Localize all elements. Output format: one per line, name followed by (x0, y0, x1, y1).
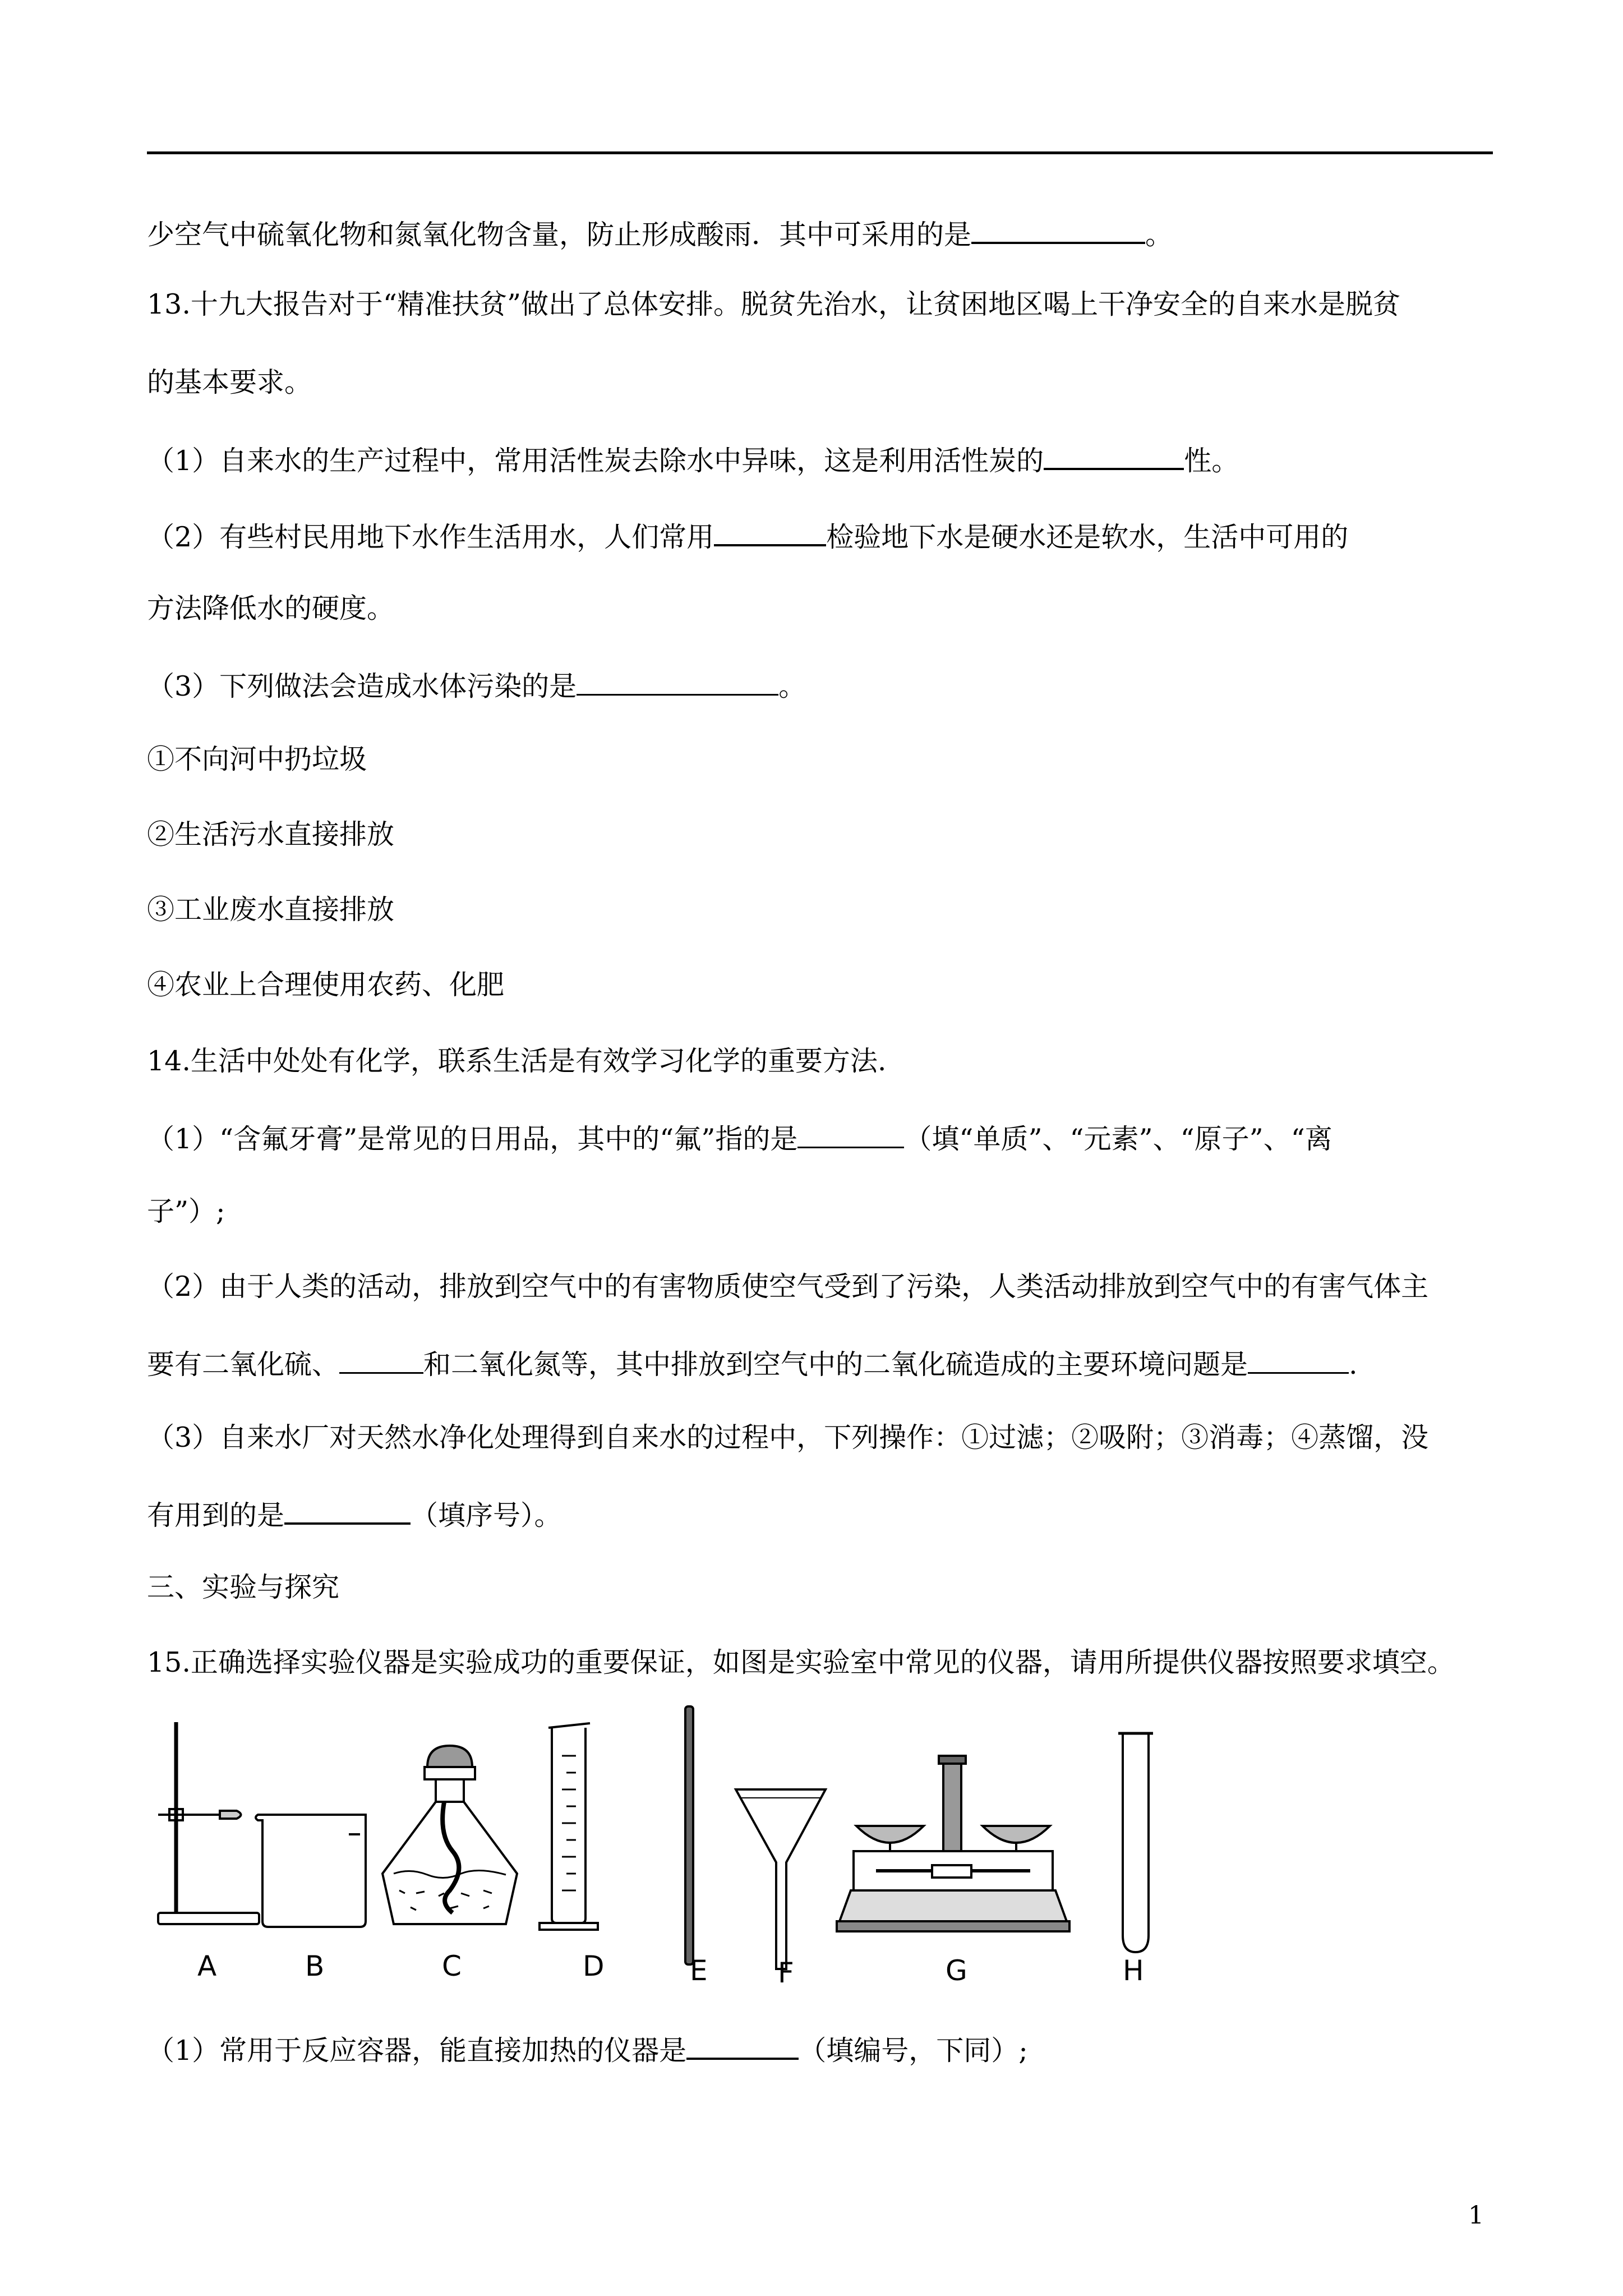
label-e: E (690, 1954, 708, 1987)
answer-blank[interactable] (1044, 441, 1184, 470)
test-tube-icon (1118, 1733, 1153, 1952)
lab-instruments-figure (147, 1700, 1190, 1997)
text-segment: （填“单质”、“元素”、“原子”、“离 (904, 1123, 1332, 1155)
text-segment: 方法降低水的硬度。 (147, 592, 395, 624)
glass-rod-icon (685, 1706, 693, 1964)
balance-icon (837, 1756, 1069, 1931)
question-15-stem (147, 1646, 1455, 1680)
question-13-stem (147, 288, 1400, 321)
label-b: B (305, 1950, 325, 1982)
text-segment: 三、实验与探究 (147, 1571, 340, 1603)
section-heading (147, 1571, 339, 1604)
text-segment: 性。 (1184, 445, 1239, 477)
alcohol-lamp-icon (382, 1746, 517, 1924)
text-line-3 (147, 366, 312, 399)
question-14-stem (147, 1045, 887, 1078)
label-f: F (778, 1957, 794, 1989)
text-segment: （填序号）。 (411, 1499, 562, 1531)
text-line-18 (147, 1496, 562, 1533)
answer-blank[interactable] (971, 215, 1145, 244)
question-14-1 (147, 1120, 1332, 1156)
text-segment: （2）由于人类的活动，排放到空气中的有害物质使空气受到了污染，人类活动排放到空气中的有害气体主 (147, 1271, 1429, 1303)
question-13-1 (147, 441, 1239, 478)
question-13-3 (147, 667, 806, 703)
text-segment: 要有二氧化硫、 (147, 1349, 340, 1381)
option-4 (147, 968, 504, 1002)
text-line-14 (147, 1195, 225, 1228)
text-segment: . (1349, 1349, 1358, 1381)
answer-blank[interactable] (714, 517, 826, 546)
question-13-2 (147, 517, 1348, 554)
option-2 (147, 818, 394, 852)
label-g: G (946, 1954, 967, 1987)
answer-blank[interactable] (339, 1345, 423, 1374)
text-segment: ①不向河中扔垃圾 (147, 743, 367, 775)
answer-blank[interactable] (797, 1120, 904, 1148)
question-14-3 (147, 1421, 1428, 1455)
instruments-drawing (147, 1700, 1190, 1997)
text-segment: 子”）; (147, 1195, 225, 1227)
header-rule (147, 151, 1493, 154)
text-segment: （1）“含氟牙膏”是常见的日用品，其中的“氟”指的是 (147, 1123, 798, 1155)
text-segment: （1）常用于反应容器，能直接加热的仪器是 (147, 2035, 687, 2067)
answer-blank[interactable] (577, 667, 778, 696)
label-d: D (583, 1950, 605, 1982)
text-segment: 。 (778, 670, 806, 702)
text-segment: 少空气中硫氧化物和氮氧化物含量，防止形成酸雨．其中可采用的是 (147, 219, 972, 251)
option-1 (147, 743, 367, 776)
text-segment: 检验地下水是硬水还是软水，生活中可用的 (826, 521, 1349, 553)
text-segment: （填编号，下同）; (799, 2035, 1028, 2067)
answer-blank[interactable] (686, 2031, 799, 2060)
question-15-1 (147, 2031, 1028, 2068)
text-segment: 有用到的是 (147, 1499, 285, 1531)
answer-blank[interactable] (1248, 1345, 1349, 1374)
text-line-6 (147, 592, 394, 625)
beaker-icon (256, 1815, 366, 1927)
text-segment: 14.生活中处处有化学，联系生活是有效学习化学的重要方法. (147, 1045, 887, 1077)
option-3 (147, 893, 394, 927)
text-segment: ②生活污水直接排放 (147, 818, 395, 850)
label-h: H (1123, 1954, 1144, 1987)
answer-blank[interactable] (284, 1496, 411, 1525)
text-line-1 (147, 215, 1173, 252)
iron-stand-icon (158, 1722, 259, 1924)
question-14-2 (147, 1270, 1428, 1304)
text-segment: 15.正确选择实验仪器是实验成功的重要保证，如图是实验室中常见的仪器，请用所提供仪器按照要求填空。 (147, 1646, 1455, 1678)
label-a: A (197, 1950, 217, 1982)
text-segment: ③工业废水直接排放 (147, 894, 395, 926)
text-segment: （3）自来水厂对天然水净化处理得到自来水的过程中，下列操作：①过滤；②吸附；③消毒；④蒸馏，没 (147, 1421, 1429, 1453)
label-c: C (442, 1950, 462, 1982)
text-segment: （1）自来水的生产过程中，常用活性炭去除水中异味，这是利用活性炭的 (147, 445, 1044, 477)
funnel-icon (736, 1789, 826, 1969)
text-segment: 13.十九大报告对于“精准扶贫”做出了总体安排。脱贫先治水，让贫困地区喝上干净安全的自来水是脱贫 (147, 288, 1401, 320)
text-segment: （2）有些村民用地下水作生活用水，人们常用 (147, 521, 714, 553)
text-segment: 。 (1145, 219, 1173, 251)
text-segment: 和二氧化氮等，其中排放到空气中的二氧化硫造成的主要环境问题是 (423, 1349, 1248, 1381)
text-segment: ④农业上合理使用农药、化肥 (147, 969, 505, 1001)
text-segment: （3）下列做法会造成水体污染的是 (147, 670, 577, 702)
graduated-cylinder-icon (540, 1723, 598, 1930)
page-number: 1 (1468, 2201, 1484, 2230)
text-segment: 的基本要求。 (147, 366, 312, 398)
text-line-16 (147, 1345, 1358, 1382)
